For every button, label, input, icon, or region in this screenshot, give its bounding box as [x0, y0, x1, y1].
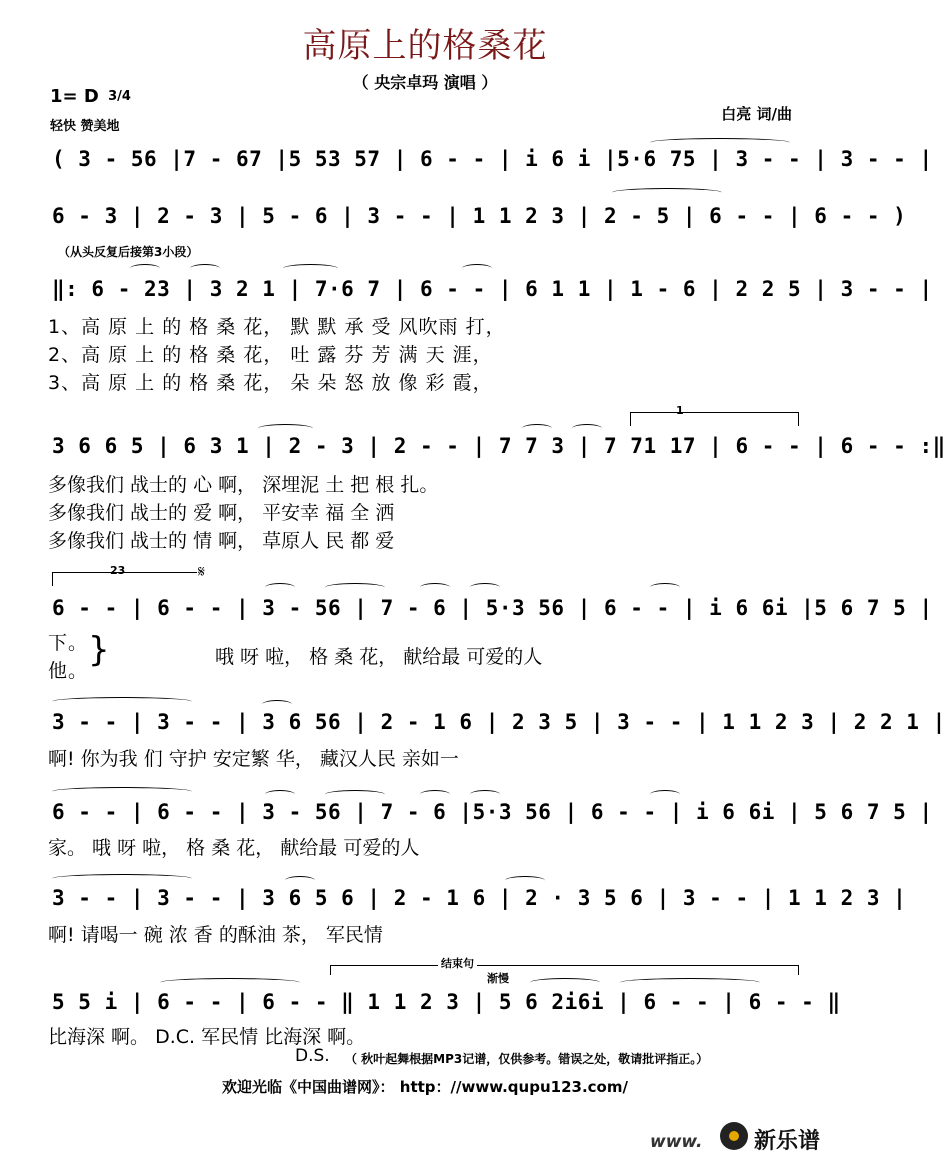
ending-bracket-right: [798, 965, 799, 975]
time-signature: [108, 91, 131, 103]
slur-arc: [265, 583, 295, 592]
lyric-row4-verse-1: 多像我们 战士的 心 啊， 深埋泥 土 把 根 扎。: [48, 474, 439, 496]
slur-arc: [505, 876, 545, 885]
slur-arc: [130, 264, 160, 273]
volta-1-bracket-left: [630, 412, 631, 426]
volta-23-label: 23: [110, 564, 126, 577]
transcription-note: （ 秋叶起舞根据MP3记谱，仅供参考。错误之处，敬请批评指正。）: [345, 1052, 709, 1066]
slur-arc: [650, 790, 680, 799]
slur-arc: [572, 424, 602, 433]
slur-arc: [258, 424, 313, 433]
lyric-row8: 啊! 请喝一 碗 浓 香 的酥油 茶， 军民情: [48, 924, 383, 946]
lyric-row9: 比海深 啊。 D.C. 军民情 比海深 啊。: [48, 1026, 366, 1048]
slur-arc: [470, 790, 500, 799]
slur-arc: [522, 424, 552, 433]
record-icon: [720, 1122, 748, 1150]
slur-arc: [262, 700, 292, 709]
lyric-row5-line-1: 下。: [48, 632, 89, 654]
slur-arc: [265, 790, 295, 799]
lyric-row7: 家。 哦 呀 啦， 格 桑 花， 献给最 可爱的人: [48, 837, 420, 859]
tie-arc: [52, 874, 192, 883]
brace-glyph: }: [88, 630, 110, 670]
lyric-row4-verse-2: 多像我们 战士的 爱 啊， 平安幸 福 全 洒: [48, 502, 395, 524]
volta-1-bracket: [630, 412, 798, 413]
repeat-instruction: （从头反复后接第3小段）: [58, 245, 199, 259]
slur-arc: [420, 790, 450, 799]
tie-arc: [160, 978, 300, 987]
slur-arc: [190, 264, 220, 273]
lyric-verse-1: 1、高 原 上 的 格 桑 花， 默 默 承 受 风吹雨 打，: [48, 316, 506, 338]
score-row-5: 6 - - | 6 - - | 3 - 56 | 7 - 6 | 5·3 56 | 6 - - | i 6 6i |5 6 7 5 |: [52, 596, 933, 620]
key-label: 1= D: [50, 86, 99, 107]
tie-arc: [650, 138, 790, 147]
ds-label: D.S.: [295, 1046, 330, 1066]
score-row-4: 3 6 6 5 | 6 3 1 | 2 - 3 | 2 - - | 7 7 3 | 7 71 17 | 6 - - | 6 - - :‖: [52, 434, 946, 458]
tie-arc: [612, 188, 722, 197]
footer-website: 欢迎光临《中国曲谱网》： http：//www.qupu123.com/: [222, 1078, 628, 1096]
watermark-brand: 新乐谱: [754, 1129, 821, 1154]
slur-arc: [283, 264, 338, 273]
slur-arc: [325, 790, 385, 799]
score-row-9: 5 5 i | 6 - - | 6 - - ‖ 1 1 2 3 | 5 6 2i6i | 6 - - | 6 - - ‖: [52, 990, 841, 1014]
volta-1-bracket-right: [798, 412, 799, 426]
score-row-6: 3 - - | 3 - - | 3 6 56 | 2 - 1 6 | 2 3 5 | 3 - - | 1 1 2 3 | 2 2 1 |: [52, 710, 946, 734]
score-row-2: 6 - 3 | 2 - 3 | 5 - 6 | 3 - - | 1 1 2 3 | 2 - 5 | 6 - - | 6 - - ): [52, 204, 907, 228]
slur-arc: [325, 583, 385, 592]
singer-credit: （ 央宗卓玛 演唱 ）: [352, 73, 498, 92]
volta-1-label: 1: [676, 404, 684, 417]
ending-bracket-left: [330, 965, 331, 975]
ending-bracket: [330, 965, 798, 966]
slur-arc: [462, 264, 492, 273]
tie-arc: [52, 787, 192, 796]
watermark-url: www.: [650, 1132, 703, 1152]
lyric-row4-verse-3: 多像我们 战士的 情 啊， 草原人 民 都 爱: [48, 530, 395, 552]
lyric-verse-3: 3、高 原 上 的 格 桑 花， 朵 朵 怒 放 像 彩 霞，: [48, 372, 493, 394]
lyric-row6: 啊! 你为我 们 守护 安定繁 华， 藏汉人民 亲如一: [48, 748, 459, 770]
song-title: 高原上的格桑花: [302, 26, 548, 66]
score-row-8: 3 - - | 3 - - | 3 6 5 6 | 2 - 1 6 | 2 · 3 5 6 | 3 - - | 1 1 2 3 |: [52, 886, 907, 910]
volta-23-bracket-left: [52, 572, 53, 586]
score-row-7: 6 - - | 6 - - | 3 - 56 | 7 - 6 |5·3 56 | 6 - - | i 6 6i | 5 6 7 5 |: [52, 800, 933, 824]
slur-arc: [420, 583, 450, 592]
author-credit: 白亮 词/曲: [721, 105, 792, 123]
key-signature: [50, 86, 131, 107]
score-row-3: ‖: 6 - 23 | 3 2 1 | 7·6 7 | 6 - - | 6 1 1 | 1 - 6 | 2 2 5 | 3 - - |: [52, 277, 933, 301]
time-signature-value: 3/4: [108, 89, 131, 104]
tie-arc: [620, 978, 760, 987]
tempo-marking: 轻快 赞美地: [50, 119, 120, 134]
lyric-row5: 哦 呀 啦， 格 桑 花， 献给最 可爱的人: [215, 646, 543, 668]
slur-arc: [650, 583, 680, 592]
score-row-1: ( 3 - 56 |7 - 67 |5 53 57 | 6 - - | i 6 i |5·6 75 | 3 - - | 3 - - |: [52, 147, 933, 171]
slur-arc: [285, 876, 315, 885]
lyric-verse-2: 2、高 原 上 的 格 桑 花， 吐 露 芬 芳 满 天 涯，: [48, 344, 493, 366]
tie-arc: [52, 697, 192, 706]
lyric-row5-line-2: 他。: [48, 660, 89, 682]
slur-arc: [470, 583, 500, 592]
ending-label: 结束句: [438, 955, 477, 971]
segno-sign: 𝄋: [198, 562, 205, 581]
slur-arc: [530, 978, 600, 987]
slowing-label: 渐慢: [487, 972, 509, 985]
